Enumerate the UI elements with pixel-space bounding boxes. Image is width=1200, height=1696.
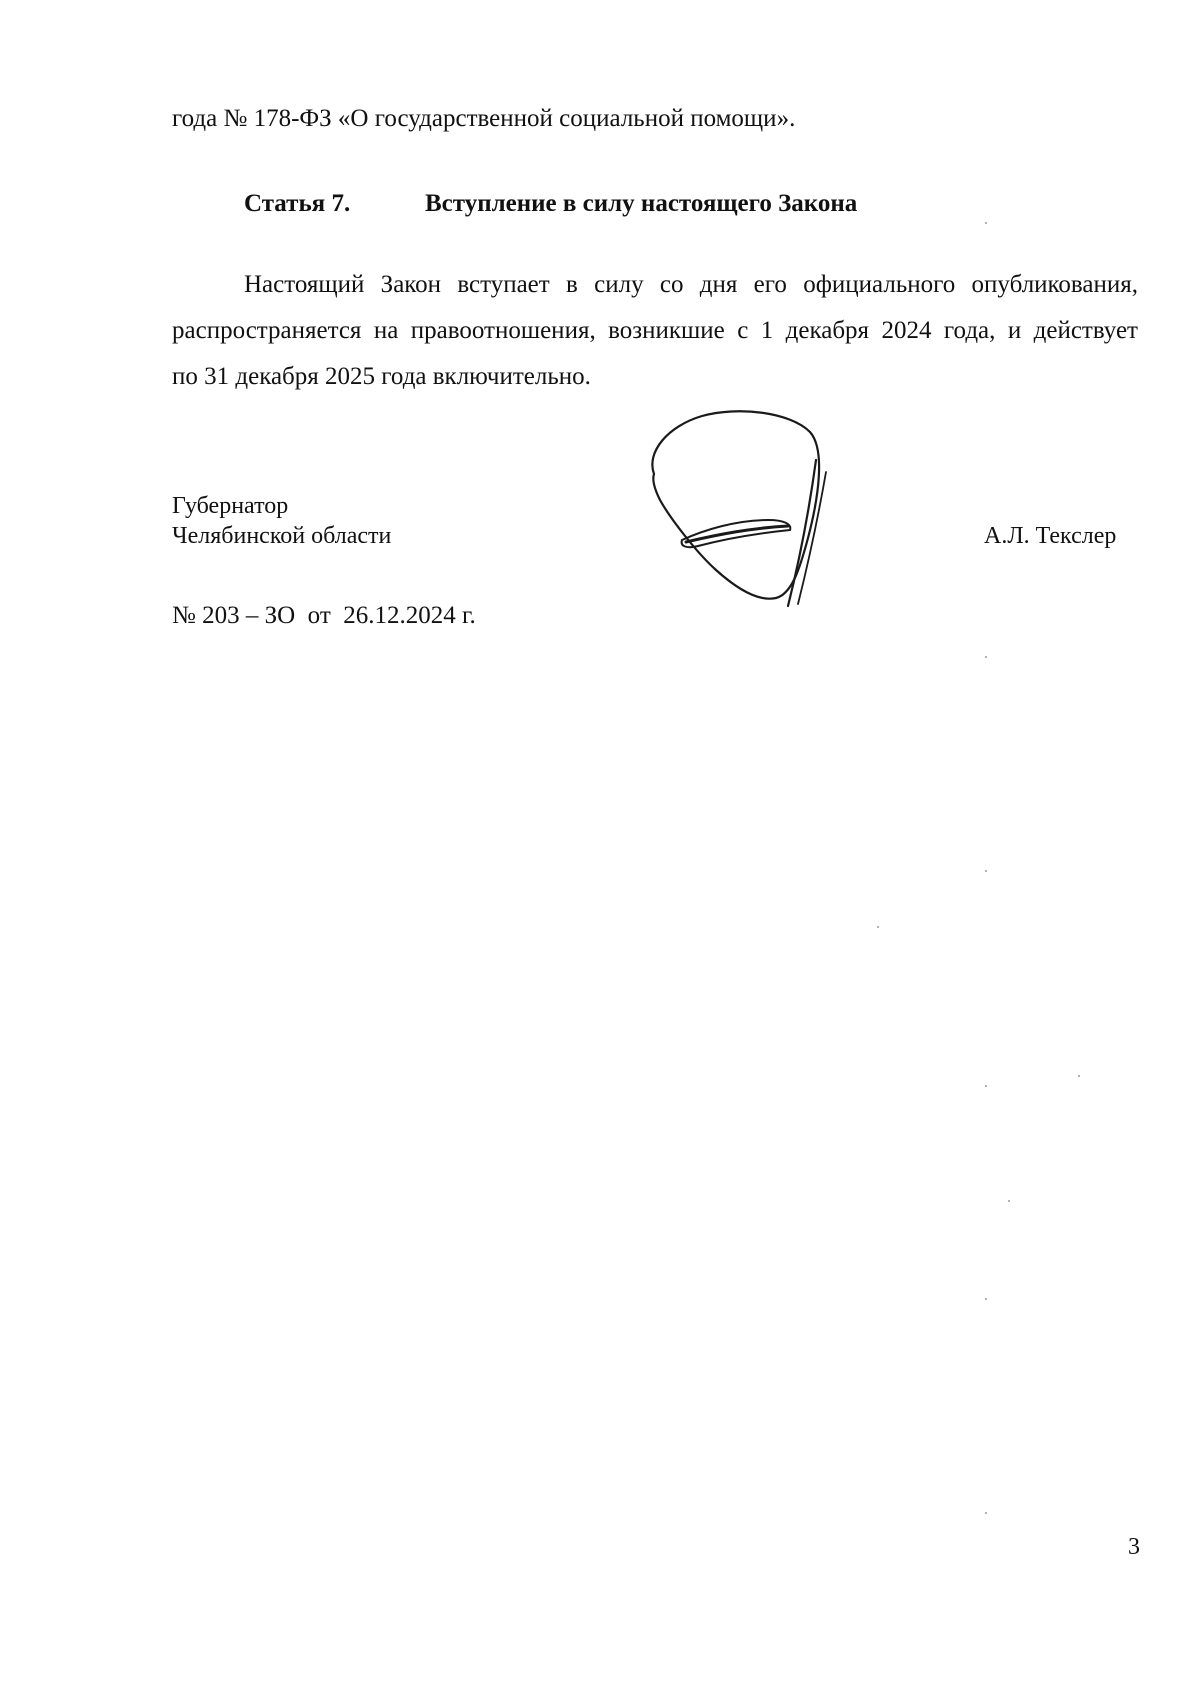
signatory-position-line-1: Губернатор (172, 493, 289, 519)
scan-speck (985, 656, 987, 658)
scan-speck (1078, 1075, 1080, 1077)
article-title: Вступление в силу настоящего Закона (425, 190, 858, 217)
scan-speck (985, 222, 987, 224)
signatory-position-line-2: Челябинской области (172, 523, 392, 549)
page-number: 3 (1128, 1534, 1140, 1560)
handwritten-signature (640, 408, 860, 618)
article-number: Статья 7. (244, 190, 351, 217)
paragraph-line-3: по 31 декабря 2025 года включительно. (172, 363, 591, 390)
article-paragraph (172, 262, 1138, 400)
signatory-name: А.Л. Текслер (984, 523, 1117, 549)
paragraph-line-2: распространяется на правоотношения, возникшие с 1 декабря 2024 года, и действует (172, 317, 1138, 344)
continuation-line: года № 178-ФЗ «О государственной социальной помощи». (172, 105, 796, 132)
scan-speck (985, 870, 987, 872)
scan-speck (1008, 1200, 1010, 1202)
scan-speck (985, 1512, 987, 1514)
law-registration-number: № 203 – ЗО от 26.12.2024 г. (172, 602, 476, 629)
scan-speck (877, 926, 879, 928)
scan-speck (985, 1085, 987, 1087)
paragraph-line-1: Настоящий Закон вступает в силу со дня его официального опубликования, (244, 271, 1138, 298)
scan-speck (985, 1298, 987, 1300)
